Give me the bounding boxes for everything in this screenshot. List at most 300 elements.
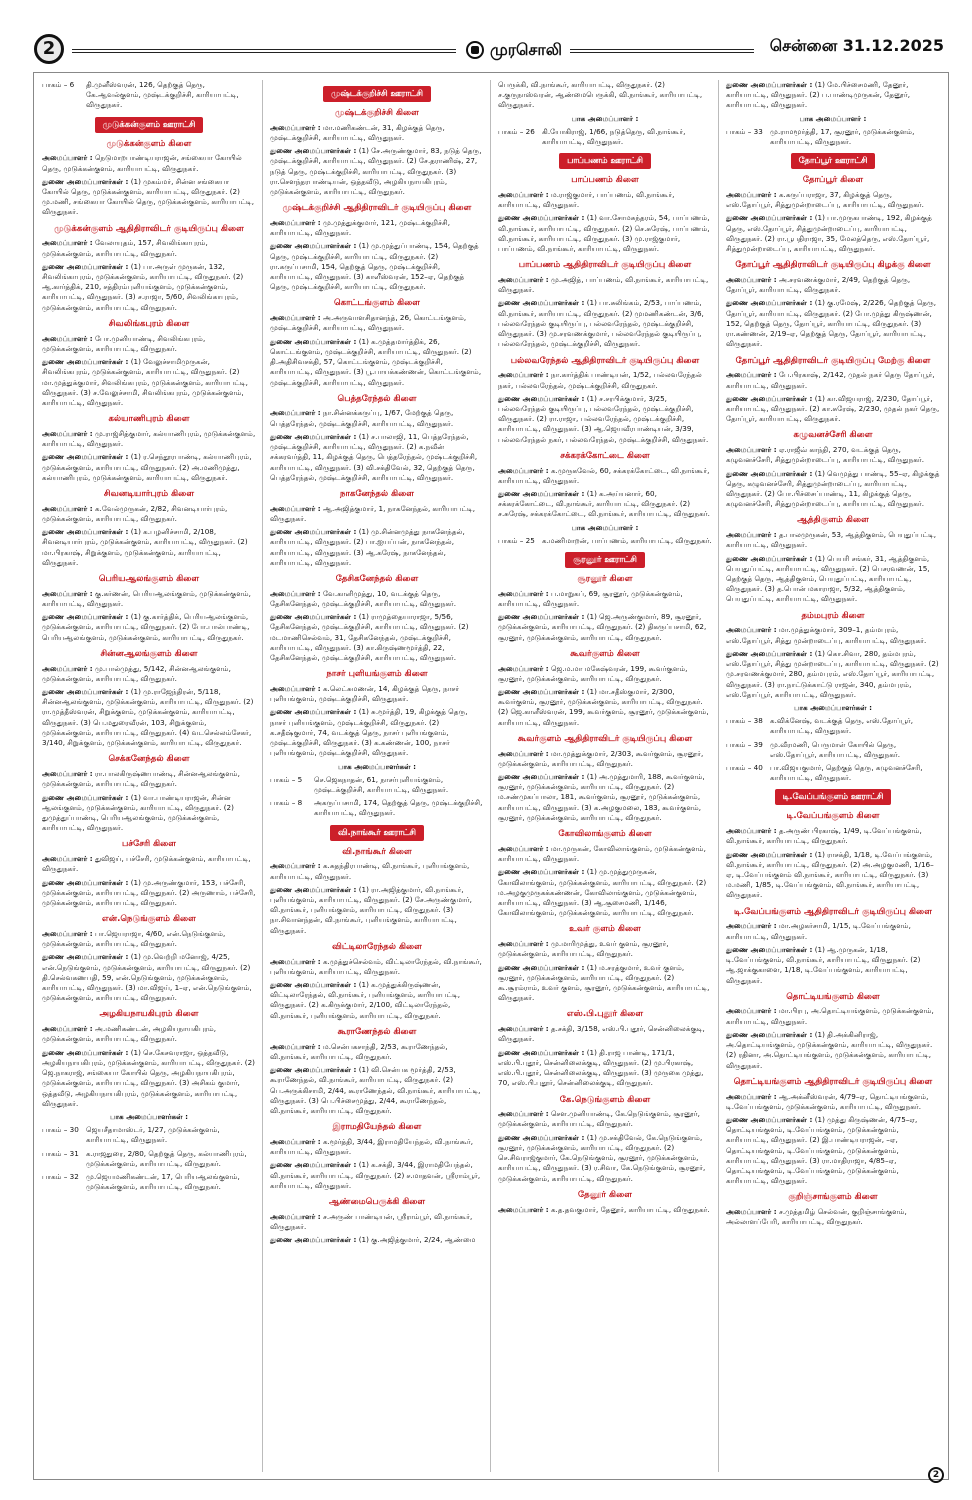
booth-number: பாகம் – 6 <box>42 80 75 89</box>
role-label: துணை அமைப்பாளர்கள் : <box>42 176 129 186</box>
member-entry <box>726 298 940 349</box>
member-detail: (1) முகம்மர், சின்ன சங்கையா கோயில் தெரு, முடுக்கன்குளம், காரியாபட்டி, விருதுநகர். (2) மு.மணி, சங்கையா கோயில் தெரு, முடுக்கன்குளம், காரியாபட்டி, விருதுநகர். <box>42 176 255 217</box>
booth-number: பாகம் – 32 <box>42 1172 79 1182</box>
member-entry <box>498 298 712 349</box>
member-entry <box>270 589 484 609</box>
member-detail: (1) ரா.அஜித்குமார், வி.நாங்கூர், புளியங்குளம், காரியாபட்டி, விருதுநகர். (2) சே.அருண்குமார், வி.நாங்கூர், புளியங்குளம், காரியாபட்டி, விருதுநகர். (3) நா.சிவானந்தன், வி.நாங்கூர், புளியங்குளம், காரியாபட்டி, விருதுநகர். <box>270 884 472 935</box>
booth-entry <box>270 798 484 818</box>
member-entry <box>498 664 712 684</box>
member-detail: (1) மு.வெற்றி மனோஜ், 4/25, என்.நெடுங்குளம், முடுக்கன்குளம், காரியாபட்டி, விருதுநகர். (2) தி.செல்வகணபதி, 59, என்.நெடுங்குளம், முடுக்கன்குளம், காரியாபட்டி, விருதுநகர். (3) மா.விஜய், 1–ஏ, என்.நெடுங்குளம், முடுக்கன்குளம், காரியாபட்டி, விருதுநகர். <box>42 952 252 1003</box>
role-label: அமைப்பாளர் : <box>270 217 321 227</box>
member-detail: (1) சு.மூர்த்தி, 19, கிழக்குத் தெரு, நாசர் புளியங்குளம், முஷ்டக்குறிச்சி, விருதுநகர். (2) க.சதீஷ்குமார், 74, வடக்குத் தெரு, நாசர் புளியங்குளம், முஷ்டக்குறிச்சி, விருதுநகர். (3) க.கண்ணன், 100, நாசர் புளியங்குளம், முஷ்டக்குறிச்சி, விருதுநகர். <box>270 707 468 758</box>
member-entry <box>726 921 940 941</box>
member-entry <box>726 945 940 986</box>
member-entry <box>726 80 940 111</box>
member-detail: (1) கு.கார்த்திக், பெரியஆலங்குளம், முடுக்கன்குளம், காரியாபட்டி, விருதுநகர். (2) போ.பால்பாண்டி, பெரியஆலங்குளம், முடுக்கன்குளம், காரியாபட்டி, விருதுநகர். <box>42 612 250 642</box>
corner-page-number: 2 <box>928 1467 944 1483</box>
member-entry <box>270 1235 484 1245</box>
branch-heading: கூவர்குளம் கிளை <box>570 648 640 659</box>
role-label: அமைப்பாளர் : <box>270 1041 321 1051</box>
section-subheading: பாக அமைப்பாளர்கள் : <box>338 761 416 771</box>
branch-heading: எஸ்.பி.புதூர் கிளை <box>566 1009 644 1020</box>
member-detail: க.த.தவகுமார், தேனூர், காரியாபட்டி, விருதுநகர். <box>550 1204 710 1214</box>
member-detail: மா.அழகர்சாமி, 1/15, டி.வேப்பங்குளம், காரியாபட்டி, விருதுநகர். <box>726 921 911 941</box>
booth-detail: பா.விஜயகுமார், தெற்குத் தெரு, கழுவனச்சேரி, காரியாபட்டி, விருதுநகர். <box>770 763 923 783</box>
member-detail: (1) அ.முத்துமாரி, 188, கூவர்குளம், சூரனூர், முடுக்கன்குளம், காரியாபட்டி, விருதுநகர். (2) ம.சண்முகப்பாலா, 181, கூவர்குளம், சூரனூர், முடுக்கன்குளம், காரியாபட்டி, விருதுநகர். (3) க.அழகுமலை, 183, கூவர்குளம், சூரனூர், முடுக்கன்குளம், காரியாபட்டி, விருதுநகர். <box>498 772 705 822</box>
role-label: அமைப்பாளர் : <box>42 663 93 673</box>
role-label: அமைப்பாளர் : <box>42 1024 93 1034</box>
member-entry <box>42 452 256 483</box>
member-entry <box>42 177 256 218</box>
branch-heading: பெரியஆலங்குளம் கிளை <box>98 574 200 585</box>
role-label: அமைப்பாளர் : <box>726 921 777 931</box>
member-entry <box>42 334 256 354</box>
role-label: துணை அமைப்பாளர்கள் : <box>42 792 129 802</box>
branch-heading: உவர் குளம் கிளை <box>569 924 641 935</box>
section-subheading: பாக அமைப்பாளர் : <box>571 522 639 532</box>
branch-heading: சிவலிங்கபுரம் கிளை <box>108 318 190 329</box>
branch-heading: முடுக்கன்குளம் கிளை <box>106 138 192 149</box>
branch-heading: முடுக்கன்குளம் ஆதிதிராவிடர் குடியிருப்பு கிளை <box>54 223 244 234</box>
member-detail: (1) ம.சரத்குமார், உவர் குளம், சூரனூர், முடுக்கன்குளம், காரியாபட்டி, விருதுநகர். (2) கூ.சூரம்ராம், உவர் குளம், சூரனூர், முடுக்கன்குளம், காரியாபட்டி, விருதுநகர். <box>498 962 710 1003</box>
booth-entry <box>498 127 712 147</box>
role-label: அமைப்பாளர் : <box>42 428 93 438</box>
member-detail: வேலாயுதம், 157, சிவலிங்காபுரம், முடுக்கன்குளம், காரியாபட்டி, விருதுநகர். <box>42 238 208 258</box>
member-entry <box>498 867 712 918</box>
booth-number: பாகம் – 26 <box>498 126 535 136</box>
role-label: துணை அமைப்பாளர்கள் : <box>42 1047 129 1057</box>
column-1 <box>42 80 256 1196</box>
branch-heading: விட்டிலாரேந்தல் கிளை <box>332 941 422 952</box>
booth-number: பாகம் – 8 <box>270 798 303 808</box>
booth-detail: மு.ஜெயமணிகண்டன், 17, பெரியஆலங்குளம், முடுக்கன்குளம், காரியாபட்டி, விருதுநகர். <box>86 1172 240 1192</box>
role-label: அமைப்பாளர் : <box>270 956 321 966</box>
role-label: துணை அமைப்பாளர்கள் : <box>726 1114 813 1124</box>
role-label: அமைப்பாளர் : <box>726 826 777 836</box>
member-entry <box>498 489 712 520</box>
role-label: துணை அமைப்பாளர்கள் : <box>498 1047 585 1057</box>
member-detail: (1) மு.முத்துமுருகன், கோவிலாங்குளம், முடுக்கன்குளம், காரியாபட்டி, விருதுநகர். (2) ம.அழகுமுருகக்கண்ணன், கோவிலாங்குளம், முடுக்கன்குளம், காரியாபட்டி, விருதுநகர். (3) ஆ.சூசைமணி, 1/146, கோவிலாங்குளம், முடுக்கன்குளம், காரியாபட்டி, விருதுநகர். <box>498 867 707 918</box>
member-entry <box>498 844 712 864</box>
panchayat-heading: முஷ்டக்குறிச்சி ஊராட்சி <box>323 86 431 102</box>
branch-heading: பாப்பணம் கிளை <box>571 175 639 186</box>
member-entry <box>498 1205 712 1215</box>
role-label: துணை அமைப்பாளர்கள் : <box>270 1235 357 1245</box>
branch-heading: ஆத்திகுளம் கிளை <box>797 515 869 526</box>
role-label: துணை அமைப்பாளர்கள் : <box>726 1029 813 1039</box>
member-entry <box>42 527 256 568</box>
member-entry <box>498 939 712 959</box>
branch-heading: தொட்டியங்குளம் கிளை <box>786 991 880 1002</box>
member-entry <box>498 80 712 111</box>
branch-heading: கொட்டங்குளம் கிளை <box>333 298 421 309</box>
member-entry <box>726 554 940 605</box>
branch-heading: பெத்தரேந்தல் கிளை <box>337 393 417 404</box>
role-label: துணை அமைப்பாளர்கள் : <box>726 944 813 954</box>
member-entry <box>498 772 712 823</box>
member-detail: மா.முருகன், கோவிலாங்குளம், முடுக்கன்குளம், காரியாபட்டி, விருதுநகர். <box>498 843 706 864</box>
member-detail: (1) கொ.சிவா, 280, தம்மபுரம், எஸ்.தோப்பூர், சித்து முன்றாடைப்பு, காரியாபட்டி, விருதுநகர். (2) மு.சரவணக்குமார், 280, தம்மபுரம், எஸ்.தோப்பூர், காரியாபட்டி, விருதுநகர். (3) ரா.நாட்டுக்காட்டு ராஜன், 340, தம்மபுரம், எஸ்.தோப்பூர், காரியாபட்டி, விருதுநகர். <box>726 648 939 699</box>
column-2 <box>270 80 484 1248</box>
member-detail: (1) வேலுச்சாமிமுருகன், சிவலிங்கபுரம், முடுக்கன்குளம், காரியாபட்டி, விருதுநகர். (2) மா.முத்துக்குமார், சிவலிங்கபுரம், முடுக்கன்குளம், காரியாபட்டி, விருதுநகர். (3) ச.வேலுச்சாமி, சிவலிங்கபுரம், முடுக்கன்குளம், காரியாபட்டி, விருதுநகர். <box>42 357 248 407</box>
booth-number: பாகம் – 30 <box>42 1125 79 1135</box>
member-entry <box>726 530 940 550</box>
booth-number: பாகம் – 40 <box>726 763 763 773</box>
branch-heading: தோப்பூர் ஆதிதிராவிடர் குடியிருப்பு கிழக்கு கிளை <box>735 260 931 271</box>
column-separator <box>262 80 263 1472</box>
member-entry <box>42 238 256 258</box>
member-entry <box>498 213 712 254</box>
member-detail: (1) பெயரி சங்கர், 31, ஆத்திகுளம், பெயுதுப்பட்டி, காரியாபட்டி, விருதுநகர். (2) பெசரவணன், 15, தெற்குத் தெரு, ஆத்திகுளம், பெயுதுப்பட்டி, காரியாபட்டி, விருதுநகர். (3) த.பொன் மகாராஜா, 5/32, ஆத்திகுளம், பெயுதுப்பட்டி, காரியாபட்டி, விருதுநகர். <box>726 553 930 604</box>
member-entry <box>726 370 940 390</box>
brand-logo-icon <box>466 41 484 59</box>
member-entry <box>42 262 256 313</box>
member-detail: (1) க.சக்தி, 3/44, இராமதியேந்தல், வி.நாங்கூர், காரியாபட்டி, விருதுநகர். (2) ச.மாதவன், ஸ்ரீராம்பூர், காரியாபட்டி, விருதுநகர். <box>270 1160 481 1190</box>
role-label: துணை அமைப்பாளர்கள் : <box>270 241 357 251</box>
role-label: துணை அமைப்பாளர்கள் : <box>270 527 357 537</box>
member-entry <box>270 408 484 428</box>
branch-heading: நாகனேந்தல் கிளை <box>339 488 415 499</box>
member-detail: (1) மு.சின்னமுத்து நாகனேந்தல், காரியாபட்டி, விருதுநகர். (2) பா.ஐயப்பன், நாகனேந்தல், காரியாபட்டி, விருதுநகர். (3) ஆ.கரேஷ், நாகனேந்தல், காரியாபட்டி, விருதுநகர். <box>270 527 465 567</box>
booth-number: பாகம் – 25 <box>498 535 535 545</box>
branch-heading: டி.வேப்பங்குளம் ஆதிதிராவிடர் குடியிருப்பு கிளை <box>734 906 932 917</box>
masthead <box>26 30 954 70</box>
role-label: அமைப்பாளர் : <box>498 748 549 758</box>
column-separator <box>718 80 719 1472</box>
booth-number: பாகம் – 39 <box>726 739 763 749</box>
role-label: அமைப்பாளர் : <box>498 370 549 380</box>
role-label: அமைப்பாளர் : <box>270 503 321 513</box>
branch-heading: கழுவனச்சேரி கிளை <box>793 430 873 441</box>
member-detail: (1) ச.பாலாஜி, 11, பெத்தரேந்தல், முஷ்டக்குறிச்சி, காரியாபட்டி, விருதுநகர். (2) க.நவீன் சக்கரவர்த்தி, 11, கிழக்குத் தெரு, பெத்தரேந்தல், முஷ்டக்குறிச்சி, காரியாபட்டி, விருதுநகர். (3) வி.சக்திவேல், 32, தெற்குத் தெரு, பெத்தரேந்தல், முஷ்டக்குறிச்சி, காரியாபட்டி, விருதுநகர். <box>270 431 478 482</box>
role-label: துணை அமைப்பாளர்கள் : <box>42 357 129 367</box>
branch-heading: சக்கரக்கோட்டை கிளை <box>560 450 650 461</box>
booth-entry <box>726 127 940 147</box>
role-label: துணை அமைப்பாளர்கள் : <box>498 1132 585 1142</box>
role-label: துணை அமைப்பாளர்கள் : <box>270 146 357 156</box>
role-label: துணை அமைப்பாளர்கள் : <box>498 772 585 782</box>
branch-heading: சிவனடியார்புரம் கிளை <box>103 488 195 499</box>
section-subheading: பாக அமைப்பாளர்கள் : <box>794 702 872 712</box>
member-detail: (1) ச.சரபிக்குமார், 3/25, பல்லவரேந்தல் குடியிருப்பு, பல்லவரேந்தல், முஷ்டக்குறிச்சி, விருதுநகர். (2) ரா.ராஜா, பல்லவரேந்தல், முஷ்டக்குறிச்சி, காரியாபட்டி, விருதுநகர். (3) ஆ.ஜெயவீரபாண்டியன், 3/39, பல்லவரேந்தல் நகர், பல்லவரேந்தல், முஷ்டக்குறிச்சி, விருதுநகர். <box>498 393 709 444</box>
booth-entry <box>270 775 484 795</box>
member-entry <box>42 429 256 449</box>
member-entry <box>498 1048 712 1089</box>
member-entry <box>270 1042 484 1062</box>
branch-heading: டி.வேப்பங்குளம் கிளை <box>786 811 880 822</box>
role-label: அமைப்பாளர் : <box>726 370 777 380</box>
branch-heading: தோப்பூர் ஆதிதிராவிடர் குடியிருப்பு மேற்கு கிளை <box>735 355 931 366</box>
role-label: அமைப்பாளர் : <box>42 503 93 513</box>
member-detail: (1) மு.அருண்குமார், 153, பச்சேரி, முடுக்கன்குளம், காரியாபட்டி, விருதுநகர். (2) அருணாம், பச்சேரி, முடுக்கன்குளம், காரியாபட்டி, விருதுநகர். <box>42 877 256 907</box>
member-detail: க.சுதந்திரபாண்டி, வி.நாங்கூர், புளியங்குளம், காரியாபட்டி, விருதுநகர். <box>270 861 470 881</box>
member-detail: துவிஜய், பச்சேரி, முடுக்கன்குளம், காரியாபட்டி, விருதுநகர். <box>42 854 251 874</box>
member-detail: அ.சரவணக்குமார், 2/49, தெற்குத் தெரு, தோப்பூர், காரியாபட்டி, விருதுநகர். <box>726 275 911 295</box>
booth-number: பாகம் – 38 <box>726 716 763 726</box>
role-label: அமைப்பாளர் : <box>726 530 777 540</box>
member-entry <box>42 952 256 1003</box>
role-label: துணை அமைப்பாளர்கள் : <box>498 962 585 972</box>
member-entry <box>498 1133 712 1184</box>
role-label: துணை அமைப்பாளர்கள் : <box>270 431 357 441</box>
member-entry <box>270 241 484 292</box>
role-label: அமைப்பாளர் : <box>726 625 777 635</box>
role-label: துணை அமைப்பாளர்கள் : <box>270 707 357 717</box>
role-label: துணை அமைப்பாளர்கள் : <box>498 687 585 696</box>
member-entry <box>270 504 484 524</box>
member-entry <box>270 885 484 936</box>
booth-detail: அகருப்பசாமி, 174, தெற்குத் தெரு, முஷ்டக்குறிச்சி, காரியாபட்டி, விருதுநகர். <box>314 798 483 818</box>
booth-detail: க.விக்னேஷ், வடக்குத் தெரு, எஸ்.தோப்பூர், காரியாபட்டி, விருதுநகர். <box>770 716 913 736</box>
role-label: துணை அமைப்பாளர்கள் : <box>270 1160 357 1170</box>
role-label: துணை அமைப்பாளர்கள் : <box>498 867 585 877</box>
branch-heading: குறிஞ்சாங்குளம் கிளை <box>788 1192 878 1203</box>
member-detail: த.அருண் பிரகாஷ், 1/49, டி.வேப்பங்குளம், வி.நாங்கூர், காரியாபட்டி, விருதுநகர். <box>726 826 922 846</box>
role-label: துணை அமைப்பாளர்கள் : <box>270 612 357 622</box>
booth-entry <box>726 740 940 760</box>
member-detail: (1) ர.செந்தூரபாண்டி, கல்யாணிபுரம், முடுக்கன்குளம், காரியாபட்டி, விருதுநகர். (2) அ.மணிமுத்து, கல்யாணிபுரம், முடுக்கன்குளம், காரியாபட்டி, விருதுநகர். <box>42 452 252 482</box>
member-entry <box>42 687 256 748</box>
booth-entry <box>726 716 940 736</box>
role-label: துணை அமைப்பாளர்கள் : <box>726 849 813 859</box>
member-entry <box>42 589 256 609</box>
role-label: துணை அமைப்பாளர்கள் : <box>42 527 129 537</box>
member-detail: ஏ.ராஜீவ் காந்தி, 270, வடக்குத் தெரு, கழுவனச்சேரி, சித்துமுன்றாடைப்பு, காரியாபட்டி, விருதுநகர். <box>726 445 924 465</box>
member-entry <box>42 878 256 909</box>
role-label: துணை அமைப்பாளர்கள் : <box>42 452 129 462</box>
branch-heading: பாப்பணம் ஆதிதிராவிடர் குடியிருப்பு கிளை <box>518 260 692 271</box>
role-label: துணை அமைப்பாளர்கள் : <box>726 298 813 308</box>
member-detail: ரா.பாலகிருஷ்ணபாண்டி, சின்னஆலங்குளம், முடுக்கன்குளம், காரியாபட்டி, விருதுநகர். <box>42 769 240 789</box>
booth-entry <box>42 1149 256 1169</box>
panchayat-heading: சூரனூர் ஊராட்சி <box>565 552 645 568</box>
member-detail: (1) வா.சோமசுந்தரம், 54, பாப்பணம், வி.நாங்கூர், காரியாபட்டி, விருதுநகர். (2) செ.சுரேஷ், பாப்பணம், வி.நாங்கூர், காரியாபட்டி, விருதுநகர். (3) மு.ராஜ்குமார், பாப்பணம், வி.நாங்கூர், காரியாபட்டி, விருதுநகர். <box>498 213 710 254</box>
member-detail: மு.ராஜ்சித்குமார், கல்யாணிபுரம், முடுக்கன்குளம், காரியாபட்டி, விருதுநகர். <box>42 428 256 449</box>
member-entry <box>270 684 484 704</box>
member-entry <box>270 707 484 758</box>
brand <box>466 36 562 64</box>
role-label: அமைப்பாளர் : <box>270 313 321 323</box>
booth-detail: செ.ஜெகநாதன், 61, நாசர்புளியங்குளம், முஷ்டக்குறிச்சி, காரியாபட்டி, விருதுநகர். <box>314 774 449 794</box>
role-label: அமைப்பாளர் : <box>270 588 321 598</box>
booth-detail: ஜெயசீதாமாஸ்டர், 1/27, முடுக்கன்குளம், காரியாபட்டி, விருதுநகர். <box>86 1125 220 1145</box>
member-detail: அ.அருவாளசிதானந்த், 26, கொட்டங்குளம், முஷ்டக்குறிச்சி, காரியாபட்டி, விருதுநகர். <box>270 313 467 333</box>
role-label: துணை அமைப்பாளர்கள் : <box>726 648 813 658</box>
member-entry <box>42 854 256 874</box>
member-entry <box>42 664 256 684</box>
member-detail: (1) செ.கேசவராஜா, ஒத்தவீடு, அழகியநாயகிபுரம், முடுக்கன்குளம், காரியாபட்டி, விருதுநகர். (2) ஜெ.நாகராஜ், சங்கையா கோயில் தெரு, அழகியநாயகிபுரம், முடுக்கன்குளம், காரியாபட்டி, விருதுநகர். (3) அசிகம் குமார், ஒத்தவீடு, அழகியநாயகிபுரம், முடுக்கன்குளம், காரியாபட்டி, விருதுநகர். <box>42 1047 255 1108</box>
member-entry <box>726 1115 940 1187</box>
member-detail: (1) ராமுத்தையாராஜா, 5/56, தேசிகனேந்தல், முஷ்டக்குறிச்சி, காரியாபட்டி, விருதுநகர். (2) மடமாணிசெல்வம், 31, தேசிகனேந்தல், முஷ்டக்குறிச்சி, காரியாபட்டி, விருதுநகர். (3) கா.கிருஷ்ணமூர்த்தி, 22, தேசிகனேந்தல், முஷ்டக்குறிச்சி, காரியாபட்டி, விருதுநகர். <box>270 612 469 663</box>
member-detail: ஜெ.ம.மா மகேஷ்வரன், 199, கூவர்குளம், சூரனூர், முடுக்கன்குளம், காரியாபட்டி, விருதுநகர். <box>498 663 688 683</box>
member-detail: (1) பா.முருகபாண்டி, 192, கிழக்குத் தெரு, எஸ்.தோப்பூர், சித்துமுன்றாடைப்பு, காரியாபட்டி, விருதுநகர். (2) ரா.பூபதிராஜா, 35, மேலத்தெரு, எஸ்.தோப்பூர், சித்துமுன்றாடைப்பு, காரியாபட்டி, விருதுநகர். <box>726 213 932 254</box>
member-entry <box>42 153 256 173</box>
role-label: அமைப்பாளர் : <box>498 588 549 598</box>
member-entry <box>270 1065 484 1116</box>
role-label: அமைப்பாளர் : <box>726 445 777 455</box>
role-label: அமைப்பாளர் : <box>42 769 93 779</box>
role-label: அமைப்பாளர் : <box>726 1207 777 1217</box>
member-entry <box>270 123 484 143</box>
role-label: துணை அமைப்பாளர்கள் : <box>726 393 813 403</box>
member-entry <box>270 1160 484 1191</box>
role-label: அமைப்பாளர் : <box>726 1006 777 1016</box>
member-entry <box>270 146 484 197</box>
member-detail: கு.கர்ணன், பெரியஆலங்குளம், முடுக்கன்குளம், காரியாபட்டி, விருதுநகர். <box>42 588 251 608</box>
column-separator <box>490 80 491 1472</box>
member-detail: நா.சின்னக்கருப்பு, 1/67, மேற்குத் தெரு, பெத்தரேந்தல், முஷ்டக்குறிச்சி, காரியாபட்டி, விருதுநகர். <box>270 408 454 428</box>
member-detail: நா.கார்த்திக் பாண்டியன், 1/52, பல்லவரேந்தல் நகர், பல்லவரேந்தல், முஷ்டக்குறிச்சி, விருதுநகர். <box>498 370 702 390</box>
member-detail: வே.காளிமுத்து, 10, வடக்குத் தெரு, தேசிகனேந்தல், முஷ்டக்குறிச்சி, காரியாபட்டி, விருதுநகர். <box>270 588 457 608</box>
section-subheading: பாக அமைப்பாளர் : <box>571 113 639 123</box>
member-entry <box>498 1024 712 1044</box>
branch-heading: வி.நாங்கூர் கிளை <box>342 846 412 857</box>
role-label: அமைப்பாளர் : <box>498 1204 549 1214</box>
booth-detail: கி.யோகிராஜ், 1/66, நடுத்தெரு, வி.நாங்கூர், காரியாபட்டி, விருதுநகர். <box>542 126 686 147</box>
role-label: துணை அமைப்பாளர்கள் : <box>726 553 813 563</box>
role-label: அமைப்பாளர் : <box>498 465 549 475</box>
member-detail: மு.மாரிமுத்து, உவர் குளம், சூரனூர், முடுக்கன்குளம், காரியாபட்டி, விருதுநகர். <box>498 939 669 959</box>
role-label: அமைப்பாளர் : <box>270 1136 321 1146</box>
member-detail: ப.மாறுகப், 69, சூரனூர், முடுக்கன்குளம், காரியாபட்டி, விருதுநகர். <box>498 588 683 608</box>
panchayat-heading: தோப்பூர் ஊராட்சி <box>791 153 876 169</box>
booth-detail: க.மணிமாறன், பாப்பணம், காரியாபட்டி, விருதுநகர். <box>542 535 712 545</box>
member-detail: (1) மே.பிச்சைமணி, தேனூர், காரியாபட்டி, விருதுநகர். (2) ப.பாண்டிமுருகன், தேனூர், காரியாபட்டி, விருதுநகர். <box>726 80 910 110</box>
member-detail: ச.முத்தமிழ் செல்வன், குறிஞ்சாங்குளம், அல்லாளப்பேரி, காரியாபட்டி, விருதுநகர். <box>726 1207 907 1227</box>
member-entry <box>498 190 712 210</box>
section-subheading: பாக அமைப்பாளர் : <box>799 113 867 123</box>
branch-heading: கூவர்குளம் ஆதிதிராவிடர் குடியிருப்பு கிளை <box>517 733 693 744</box>
member-detail: ஆ.அஜித்குமார், 1, நாகனேந்தல், காரியாபட்டி, விருதுநகர். <box>270 503 476 523</box>
member-entry <box>270 612 484 663</box>
branch-heading: முஷ்டக்குறிச்சி கிளை <box>335 107 419 118</box>
member-entry <box>726 1006 940 1026</box>
role-label: துணை அமைப்பாளர்கள் : <box>42 952 129 962</box>
member-detail: (1) வி.சென்பக மூர்த்தி, 2/53, கூராணேந்தல், வி.நாங்கூர், காரியாபட்டி, விருதுநகர். (2) பெ.அருக்கிசாமி, 2/44, கூராணேந்தல், வி.நாங்கூர், காரியாபட்டி, விருதுநகர். (3) பெ.பிச்சைமுத்து, 2/44, கூராணேந்தல், வி.நாங்கூர், காரியாபட்டி, விருதுநகர். <box>270 1065 481 1115</box>
member-detail: பா.ஜெயராஜா, 4/60, என்.நெடுங்குளம், முடுக்கன்குளம், காரியாபட்டி, விருதுநகர். <box>42 928 226 949</box>
role-label: அமைப்பாளர் : <box>270 408 321 418</box>
member-detail: போ.முனியாண்டி, சிவலிங்கபுரம், முடுக்கன்குளம், காரியாபட்டி, விருதுநகர். <box>42 333 206 353</box>
branch-heading: முஷ்டக்குறிச்சி ஆதிதிராவிடர் குடியிருப்பு கிளை <box>282 203 472 214</box>
member-detail: த.பாலமுருகன், 53, ஆத்திகுளம், பெயுதுப்பட்டி, காரியாபட்டி, விருதுநகர். <box>726 530 937 550</box>
role-label: துணை அமைப்பாளர்கள் : <box>42 877 129 887</box>
member-detail: க.முத்துச்செல்வம், விட்டிலாரேந்தல், வி.நாங்கூர், புளியங்குளம், காரியாபட்டி, விருதுநகர். <box>270 956 482 976</box>
branch-heading: ஆண்மைபெருக்கி கிளை <box>328 1196 426 1207</box>
member-detail: மு.முத்துக்குமார், 121, முஷ்டக்குறிச்சி, காரியாபட்டி, விருதுநகர். <box>270 217 450 238</box>
member-detail: மு.அஜித், பாப்பணம், வி.நாங்கூர், காரியாபட்டி, விருதுநகர். <box>498 275 709 295</box>
member-entry <box>270 1137 484 1157</box>
member-entry <box>42 504 256 524</box>
member-detail: ச.அருண் பாண்டியன், ஸ்ரீராம்பூர், வி.நாங்கூர், விருதுநகர். <box>270 1211 473 1231</box>
role-label: அமைப்பாளர் : <box>270 1211 321 1221</box>
member-detail: மா.முத்துக்குமார், 2/303, கூவர்குளம், சூரனூர், முடுக்கன்குளம், காரியாபட்டி, விருதுநகர். <box>498 748 704 768</box>
branch-heading: கோவிலாங்குளம் கிளை <box>558 829 652 840</box>
member-entry <box>498 589 712 609</box>
role-label: துணை அமைப்பாளர்கள் : <box>42 261 129 271</box>
brand-name: முரசொலி <box>490 39 562 59</box>
booth-detail: தி.முனீஸ்வரன், 126, தெற்குத் தெரு, கே.ஆவல்குளம், முஷ்டக்குறிச்சி, காரியாபட்டி, விருதுநகர். <box>86 80 239 110</box>
role-label: துணை அமைப்பாளர்கள் : <box>726 213 813 223</box>
member-detail: (1) தி.ராஜ பாண்டி, 171/1, எஸ்.பி.புதூர், சென்னிலைக்குடி, விருதுநகர். (2) மு.பிரகாஷ், எஸ்.பி.புதூர், சென்னிலைக்குடி, விருதுநகர். (3) முருகை முத்து, 70, எஸ்.பி.புதூர், சென்னிலைக்குடி, விருதுநகர். <box>498 1047 704 1088</box>
role-label: அமைப்பாளர் : <box>498 1024 549 1034</box>
column-3 <box>498 80 712 1218</box>
panchayat-heading: முடுக்கன்குளம் ஊராட்சி <box>95 117 204 133</box>
role-label: அமைப்பாளர் : <box>42 588 93 598</box>
member-detail: (1) மு.முத்துப்பாண்டி, 154, தெற்குத் தெரு, முஷ்டக்குறிச்சி, காரியாபட்டி, விருதுநகர். (2) ரா.கருப்பசாமி, 154, தெற்குத் தெரு, முஷ்டக்குறிச்சி, காரியாபட்டி, விருதுநகர். (3) காளீஸ்வரன், 152–ஏ, தெற்குத் தெரு, முஷ்டக்குறிச்சி, காரியாபட்டி, விருதுநகர். <box>270 241 479 292</box>
role-label: துணை அமைப்பாளர்கள் : <box>42 687 129 697</box>
member-detail: (1) கு.அஜித்குமார், 2/24, ஆண்மை <box>358 1235 476 1245</box>
panchayat-heading: பாப்பணம் ஊராட்சி <box>559 153 651 169</box>
branch-heading: என்.நெடுங்குளம் கிளை <box>102 914 196 925</box>
panchayat-heading: டி.வேப்பங்குளம் ஊராட்சி <box>775 789 892 805</box>
masthead-rule-right <box>570 49 754 53</box>
role-label: துணை அமைப்பாளர்கள் : <box>270 884 357 894</box>
member-detail: (1) முத்து கிருஷ்ணன், 4/75–ஏ, தொட்டியங்குளம், டி.வேப்பங்குளம், முடுக்கன்குளம், காரியாபட்டி, விருதுநகர். (2) இ.பாண்டியராஜன், –ஏ, தொட்டியங்குளம், டி.வேப்பங்குளம், முடுக்கன்குளம், காரியாபட்டி, விருதுநகர். (3) ரா.மாதிராஜா, 4/85–ஏ, தொட்டியங்குளம், டி.வேப்பங்குளம், முடுக்கன்குளம், காரியாபட்டி, விருதுநகர். <box>726 1114 918 1186</box>
member-detail: (1) ஆ.முருகன், 1/18, டி.வேப்பங்குளம், வி.நாங்கூர், காரியாபட்டி, விருதுநகர். (2) ஆ.ஜாக்குகாளை, 1/18, டி.வேப்பங்குளம், காரியாபட்டி, விருதுநகர். <box>726 944 921 985</box>
booth-number: பாகம் – 5 <box>270 774 303 784</box>
member-detail: க.மூர்த்தி, 3/44, இராமதியேந்தல், வி.நாங்கூர், காரியாபட்டி, விருதுநகர். <box>270 1136 473 1157</box>
booth-detail: க.ராஜதுரை, 2/80, தெற்குத் தெரு, கல்யாணிபுரம், முடுக்கன்குளம், காரியாபட்டி, விருதுநகர். <box>86 1148 247 1168</box>
member-entry <box>270 957 484 977</box>
member-detail: க.வேல்முருகன், 2/82, சிவனடியார்புரம், முடுக்கன்குளம், காரியாபட்டி, விருதுநகர். <box>42 503 228 523</box>
member-detail: (1) பா.அருள் முருகன், 132, சிவலிங்காபுரம், முடுக்கன்குளம், காரியாபட்டி, விருதுநகர். (2) ஆ.கார்த்திக், 210, சத்திரம்புளியங்குளம், முடுக்கன்குளம், காரியாபட்டி, விருதுநகர். (3) ச.ராஜா, 5/60, சிவலிங்காபுரம், முடுக்கன்குளம், காரியாபட்டி, விருதுநகர். <box>42 261 244 312</box>
member-detail: மா.முத்துக்குமார், 309–1, தம்மபுரம், எஸ்.தோப்பூர், சித்து முன்றாடைப்பு, காரியாபட்டி, விருதுநகர். <box>726 625 927 645</box>
role-label: அமைப்பாளர் : <box>726 275 777 285</box>
booth-entry <box>42 80 256 111</box>
member-detail: நெடுமாறபாண்டியராஜன், சங்கையா கோயில் தெரு, முடுக்கன்குளம், காரியாபட்டி, விருதுநகர். <box>42 153 242 173</box>
member-entry <box>726 469 940 510</box>
member-entry <box>726 394 940 425</box>
member-entry <box>42 612 256 643</box>
role-label: துணை அமைப்பாளர்கள் : <box>42 612 129 622</box>
member-entry <box>498 687 712 728</box>
member-detail: த.சக்தி, 3/158, எஸ்.பி.புதூர், சென்னிலைக்குடி, விருதுநகர். <box>498 1024 705 1044</box>
branch-heading: சின்னஆலங்குளம் கிளை <box>100 648 198 659</box>
role-label: அமைப்பாளர் : <box>498 939 549 949</box>
column-4 <box>726 80 940 1231</box>
role-label: அமைப்பாளர் : <box>498 189 549 199</box>
member-entry <box>498 275 712 295</box>
member-entry <box>270 527 484 568</box>
member-detail: (1) ஜெ.அருண்குமார், 89, சூரனூர், முடுக்கன்குளம், காரியாபட்டி, விருதுநகர். (2) திகருப்பசாமி, 62, சூரனூர், முடுக்கன்குளம், காரியாபட்டி, விருதுநகர். <box>498 612 707 642</box>
member-entry <box>270 1212 484 1232</box>
role-label: அமைப்பாளர் : <box>270 122 321 132</box>
branch-heading: தேனூர் கிளை <box>578 1189 632 1200</box>
member-entry <box>498 1109 712 1129</box>
branch-heading: பல்லவரேந்தல் ஆதிதிராவிடர் குடியிருப்பு கிளை <box>510 355 700 366</box>
member-entry <box>498 370 712 390</box>
role-label: அமைப்பாளர் : <box>270 861 321 871</box>
member-entry <box>726 1030 940 1071</box>
member-detail: (1) கா.விஜயராஜ், 2/230, தோப்பூர், காரியாபட்டி, விருதுநகர். (2) கா.சுரேஷ், 2/230, முதல் நகர் தெரு, தோப்பூர், காரியாபட்டி, விருதுநகர். <box>726 393 940 424</box>
member-entry <box>42 1048 256 1109</box>
member-entry <box>726 826 940 846</box>
branch-heading: நாசர் புளியங்குளம் கிளை <box>326 669 428 680</box>
member-entry <box>726 850 940 901</box>
member-entry <box>726 190 940 210</box>
member-entry <box>42 793 256 834</box>
member-entry <box>726 213 940 254</box>
member-detail: (1) மா.சதீஸ்குமார், 2/300, கூவர்குளம், சூரனூர், முடுக்கன்குளம், காரியாபட்டி, விருதுநகர். (2) ஜெ.காளீஸ்வரன், 199, கூவர்குளம், சூரனூர், முடுக்கன்குளம், காரியாபட்டி, விருதுநகர். <box>498 687 709 727</box>
member-detail: (1) க.முத்தமார்த்திக், 26, கொட்டங்குளம், முஷ்டக்குறிச்சி, காரியாபட்டி, விருதுநகர். (2) தி.அதிசிவசக்தி, 57, கொட்டங்குளம், முஷ்டக்குறிச்சி, காரியாபட்டி, விருதுநகர். (3) பூ.பாயக்கண்ணன், கொட்டங்குளம், முஷ்டக்குறிச்சி, காரியாபட்டி, விருதுநகர். <box>270 336 482 387</box>
role-label: துணை அமைப்பாளர்கள் : <box>270 336 357 346</box>
panchayat-heading: வி.நாங்கூர் ஊராட்சி <box>330 825 424 841</box>
role-label: துணை அமைப்பாளர்கள் : <box>726 468 813 478</box>
role-label: அமைப்பாளர் : <box>42 333 93 343</box>
member-detail: (1) ராசக்தி, 1/18, டி.வேப்பங்குளம், வி.நாங்கூர், காரியாபட்டி, விருதுநகர். (2) அ.அழகுமணி, 1/16–ஏ, டி.வேப்பங்குளம் வி.நாங்கூர், காரியாபட்டி, விருதுநகர். (3) ம.மணி, 1/85, டி.வேப்பங்குளம், வி.நாங்கூர், காரியாபட்டி, விருதுநகர். <box>726 849 934 900</box>
member-entry <box>270 218 484 238</box>
branch-heading: கல்யாணிபுரம் கிளை <box>108 414 190 425</box>
